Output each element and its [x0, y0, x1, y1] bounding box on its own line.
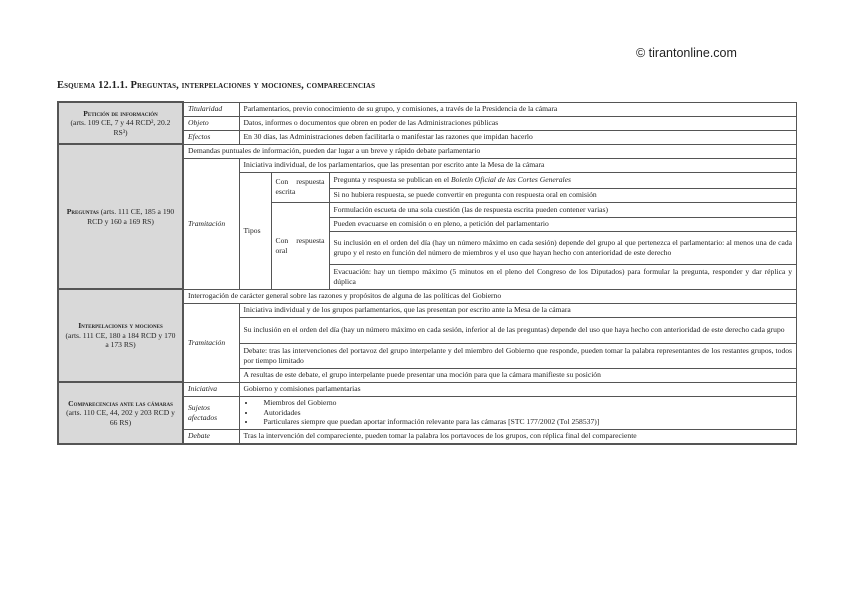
row-text: Gobierno y comisiones parlamentarias — [239, 382, 797, 396]
oral-label: Con respuesta oral — [271, 202, 329, 289]
row-text: Pueden evacuarse en comisión o en pleno, a petición del parlamentario — [329, 217, 797, 231]
section-preguntas: Preguntas (arts. 111 CE, 185 a 190 RCD y 160 a 169 RS) — [58, 144, 183, 289]
row-label: Tramitación — [183, 303, 239, 382]
row-label: Efectos — [183, 130, 239, 144]
row-text: Tras la intervención del compareciente, pueden tomar la palabra los portavoces de los grupos, con réplica final del compareciente — [239, 429, 797, 444]
row-text: Evacuación: hay un tiempo máximo (5 minutos en el pleno del Congreso de los Diputados) para formular la pregunta, responder y dar réplica y dúplica — [329, 264, 797, 289]
row-text: Debate: tras las intervenciones del portavoz del grupo interpelante y del miembro del Gobierno que responde, pueden tomar la palabra representantes de los restantes grupos, todos por tiempo limitado — [239, 343, 797, 368]
row-text: Pregunta y respuesta se publican en el Boletín Oficial de las Cortes Generales — [329, 172, 797, 188]
row-text: En 30 días, las Administraciones deben facilitarla o manifestar las razones que impidan hacerlo — [239, 130, 797, 144]
row-text: A resultas de este debate, el grupo interpelante puede presentar una moción para que la cámara manifieste su posición — [239, 368, 797, 382]
row-label: Debate — [183, 429, 239, 444]
row-text: Parlamentarios, previo conocimiento de su grupo, y comisiones, a través de la Presidencia de la cámara — [239, 102, 797, 116]
page-title: Esquema 12.1.1. Preguntas, interpelaciones y mociones, comparecencias — [57, 80, 376, 91]
list-item: • Miembros del Gobierno — [256, 398, 793, 408]
row-text: Formulación escueta de una sola cuestión (las de respuesta escrita pueden contener varias) — [329, 202, 797, 217]
row-text: Si no hubiera respuesta, se puede convertir en pregunta con respuesta oral en comisión — [329, 188, 797, 202]
row-text: Su inclusión en el orden del día (hay un número máximo en cada sesión, inferior al de las preguntas) depende del uso que haya hecho con anterioridad de este derecho cada grupo — [239, 317, 797, 343]
list-item: • Autoridades — [256, 408, 793, 418]
row-text: Datos, informes o documentos que obren en poder de las Administraciones públicas — [239, 116, 797, 130]
row-label: Objeto — [183, 116, 239, 130]
copyright-notice: © tirantonline.com — [636, 46, 737, 60]
scheme-table — [57, 101, 797, 445]
row-label: Tramitación — [183, 158, 239, 289]
row-text: Iniciativa individual, de los parlamentarios, que las presentan por escrito ante la Mesa de la cámara — [239, 158, 797, 172]
row-label: Titularidad — [183, 102, 239, 116]
list-item: • Particulares siempre que puedan aportar información relevante para las cámaras [STC 177/2002 (Tol 258537)] — [256, 417, 793, 427]
tipos-label: Tipos — [239, 172, 271, 289]
section-comparecencias: Comparecencias ante las cámaras (arts. 110 CE, 44, 202 y 203 RCD y 66 RS) — [58, 382, 183, 444]
section-peticion: Petición de información (arts. 109 CE, 7 y 44 RCD², 20.2 RS³) — [58, 102, 183, 144]
row-text: Demandas puntuales de información, pueden dar lugar a un breve y rápido debate parlamentario — [183, 144, 797, 158]
row-text: Interrogación de carácter general sobre las razones y propósitos de alguna de las políticas del Gobierno — [183, 289, 797, 303]
row-text: Su inclusión en el orden del día (hay un número máximo en cada sesión) depende del grupo al que pertenezca el parlamentario: al menos una de cada grupo y el resto en función del número de miembros y el uso que hayan hecho con anterioridad de este derecho — [329, 231, 797, 264]
row-label: Sujetos afectados — [183, 396, 239, 429]
escrita-label: Con respuesta escrita — [271, 172, 329, 202]
row-label: Iniciativa — [183, 382, 239, 396]
section-interpelaciones: Interpelaciones y mociones (arts. 111 CE, 180 a 184 RCD y 170 a 173 RS) — [58, 289, 183, 382]
sujetos-list — [239, 396, 797, 429]
row-text: Iniciativa individual y de los grupos parlamentarios, que las presentan por escrito ante la Mesa de la cámara — [239, 303, 797, 317]
